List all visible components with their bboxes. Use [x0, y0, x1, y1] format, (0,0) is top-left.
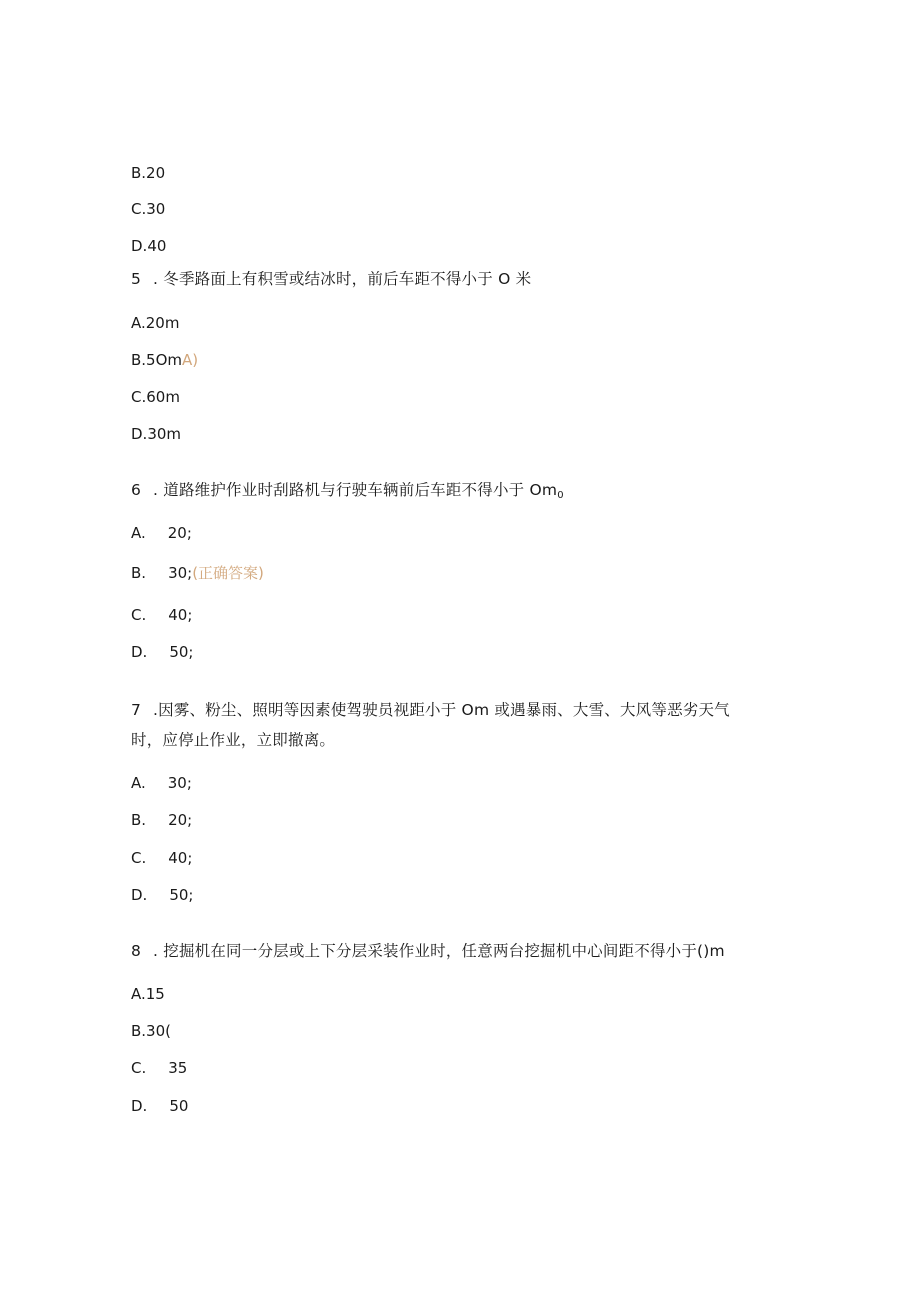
- question-7-number: 7: [131, 701, 142, 719]
- q6-option-a-letter: A.: [131, 524, 146, 542]
- q8-option-d-value: 50: [169, 1097, 189, 1115]
- q6-option-d: [131, 642, 193, 662]
- q4-option-c-text: C.30: [131, 200, 166, 218]
- q6-option-c-value: 40;: [168, 606, 193, 624]
- question-7-text-line2: 时，应停止作业，立即撤离。: [131, 731, 336, 749]
- q7-option-d-value: 50;: [169, 886, 194, 904]
- question-6-number: 6: [131, 481, 142, 499]
- question-7: [131, 700, 730, 720]
- question-8-number: 8: [131, 942, 142, 960]
- q5-answer-mark: A): [182, 351, 199, 369]
- question-8-text: . 挖掘机在同一分层或上下分层采装作业时，任意两台挖掘机中心间距不得小于()m: [153, 942, 725, 960]
- q6-option-c-letter: C.: [131, 606, 147, 624]
- q8-option-c-value: 35: [168, 1059, 188, 1077]
- q5-option-b: [131, 350, 198, 370]
- q8-option-a-text: A.15: [131, 985, 165, 1003]
- question-6: [131, 480, 564, 506]
- q7-option-b-letter: B.: [131, 811, 147, 829]
- q5-option-d-text: D.30m: [131, 425, 182, 443]
- question-7-text-line1: .因雾、粉尘、照明等因素使驾驶员视距小于 Om 或遇暴雨、大雪、大风等恶劣天气: [153, 701, 730, 719]
- question-7-continued: [131, 730, 335, 750]
- q5-option-a: [131, 313, 179, 333]
- q7-option-a: [131, 773, 192, 793]
- q8-option-c: [131, 1058, 187, 1078]
- q6-option-c: [131, 605, 192, 625]
- q7-option-b-value: 20;: [168, 811, 193, 829]
- q8-option-b-text: B.30(: [131, 1022, 171, 1040]
- q8-option-d: [131, 1096, 188, 1116]
- q4-option-c: [131, 199, 165, 219]
- q6-option-b-letter: B.: [131, 564, 147, 582]
- q6-answer-mark: (正确答案): [192, 564, 264, 582]
- question-6-text: . 道路维护作业时刮路机与行驶车辆前后车距不得小于 Om: [153, 481, 558, 499]
- question-5: [131, 269, 531, 289]
- q6-option-a: [131, 523, 192, 543]
- q5-option-c: [131, 387, 180, 407]
- q8-option-b: [131, 1021, 171, 1041]
- q7-option-a-value: 30;: [167, 774, 192, 792]
- q8-option-a: [131, 984, 165, 1004]
- question-8: [131, 941, 725, 961]
- q5-option-b-text: B.5Om: [131, 351, 183, 369]
- q7-option-c-value: 40;: [168, 849, 193, 867]
- q8-option-d-letter: D.: [131, 1097, 148, 1115]
- q7-option-d: [131, 885, 193, 905]
- q7-option-b: [131, 810, 192, 830]
- question-5-text: . 冬季路面上有积雪或结冰时，前后车距不得小于 O 米: [153, 270, 532, 288]
- question-5-number: 5: [131, 270, 142, 288]
- q4-option-b: [131, 163, 165, 183]
- q6-option-a-value: 20;: [167, 524, 192, 542]
- q6-option-b-value: 30;: [168, 564, 193, 582]
- q6-option-d-value: 50;: [169, 643, 194, 661]
- q5-option-a-text: A.20m: [131, 314, 180, 332]
- q5-option-d: [131, 424, 181, 444]
- q7-option-d-letter: D.: [131, 886, 148, 904]
- q7-option-a-letter: A.: [131, 774, 146, 792]
- q4-option-d-text: D.40: [131, 237, 167, 255]
- question-6-subscript: 0: [557, 490, 564, 501]
- q6-option-d-letter: D.: [131, 643, 148, 661]
- q4-option-b-text: B.20: [131, 164, 166, 182]
- q7-option-c: [131, 848, 192, 868]
- q6-option-b: [131, 563, 264, 583]
- q4-option-d: [131, 236, 166, 256]
- q8-option-c-letter: C.: [131, 1059, 147, 1077]
- q7-option-c-letter: C.: [131, 849, 147, 867]
- q5-option-c-text: C.60m: [131, 388, 180, 406]
